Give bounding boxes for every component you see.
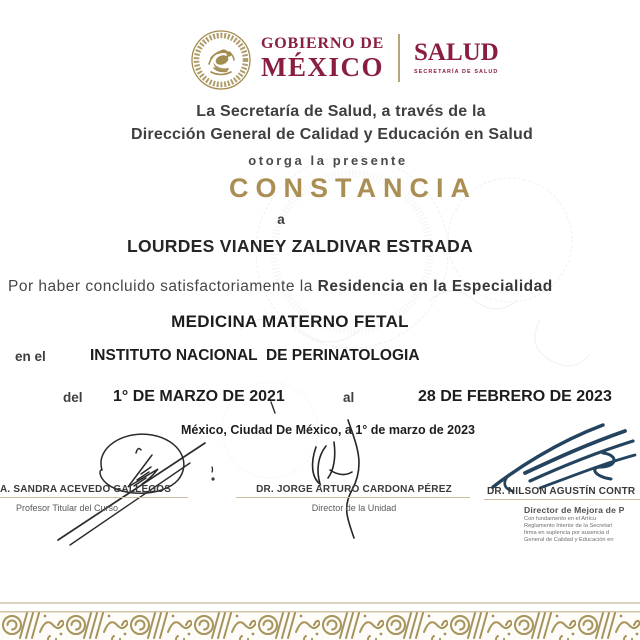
stray-ink-mark — [266, 400, 280, 416]
agency-name: SALUD — [414, 39, 499, 66]
brand-line2: MÉXICO — [261, 52, 384, 82]
header-divider — [398, 34, 400, 82]
signature-name-right: DR. NILSON AGUSTÍN CONTR — [487, 486, 636, 497]
signature-name-left: A. SANDRA ACEVEDO GALLEGOS — [0, 484, 172, 495]
specialty-name: MEDICINA MATERNO FETAL — [171, 312, 409, 331]
issuer-line2: Dirección General de Calidad y Educación en Salud — [131, 126, 533, 143]
doc-title: CONSTANCIA — [229, 173, 477, 203]
reason-bold: Residencia en la Especialidad — [317, 278, 553, 295]
institution-name: INSTITUTO NACIONAL DE PERINATOLOGIA — [90, 347, 420, 364]
signature-title-left: Profesor Titular del Curso — [16, 503, 119, 513]
from-label: del — [63, 390, 83, 405]
in-label: en el — [15, 349, 46, 364]
signature-name-middle: DR. JORGE ARTURO CARDONA PÉREZ — [256, 484, 452, 495]
start-date: 1° DE MARZO DE 2021 — [113, 388, 285, 405]
issuer-line1: La Secretaría de Salud, a través de la — [196, 103, 486, 120]
legal-note-line: General de Calidad y Educación en — [524, 537, 614, 543]
legal-note — [524, 516, 613, 544]
salud-wordmark — [414, 40, 499, 75]
signature-title-middle: Director de la Unidad — [311, 503, 397, 513]
legal-note-line: firma en suplencia por ausencia d — [524, 530, 610, 536]
signature-rule-left — [0, 497, 188, 498]
brand-line1: GOBIERNO DE — [261, 35, 385, 52]
signature-rule-right — [484, 499, 640, 500]
grant-line: otorga la presente — [248, 153, 408, 168]
brand-wordmark — [261, 36, 384, 81]
signature-title-right: Director de Mejora de P — [524, 505, 625, 515]
mexico-coat-of-arms-icon — [189, 28, 253, 92]
ornament-band — [0, 611, 640, 640]
reason-line — [8, 278, 553, 296]
end-date: 28 DE FEBRERO DE 2023 — [418, 388, 612, 405]
ornament-top-rule — [0, 602, 640, 604]
to-label: a — [277, 212, 285, 227]
agency-subtitle: SECRETARÍA DE SALUD — [414, 69, 499, 75]
signature-ink-middle — [290, 412, 400, 542]
legal-note-line: Con fundamento en el Artícu — [524, 516, 597, 522]
legal-note-line: Reglamento Interior de la Secretarí — [524, 523, 613, 529]
between-label: al — [343, 390, 355, 405]
recipient-name: LOURDES VIANEY ZALDIVAR ESTRADA — [126, 236, 474, 256]
place-date-line: México, Ciudad De México, a 1° de marzo de 2023 — [181, 423, 475, 437]
reason-prefix: Por haber concluido satisfactoriamente la — [8, 278, 318, 295]
signature-rule-middle — [236, 497, 470, 498]
